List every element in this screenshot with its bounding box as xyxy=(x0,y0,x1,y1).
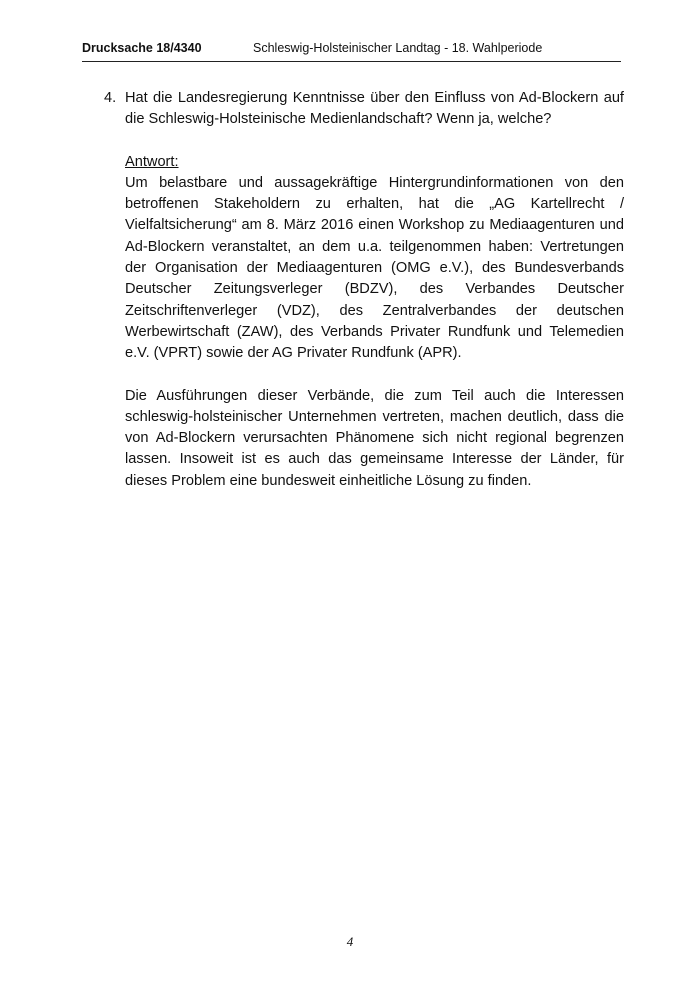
parliament-title: Schleswig-Holsteinischer Landtag - 18. Wahlperiode xyxy=(253,41,543,55)
question-block xyxy=(104,88,624,131)
page-header xyxy=(82,41,621,62)
page-number: 4 xyxy=(346,934,354,949)
question-number: 4. xyxy=(104,90,117,106)
document-number: Drucksache 18/4340 xyxy=(82,41,202,55)
answer-block xyxy=(104,152,624,492)
answer-paragraph: Die Ausführungen dieser Verbände, die zum Teil auch die Interessen schleswig-holsteinischer Unternehmen vertreten, machen deutlich, dass die von Ad-Blockern verursachten Phänomene sich nicht regional begrenzen lassen. Insoweit ist es auch das gemeinsame Interesse der Länder, für dieses Problem eine bundesweit einheitliche Lösung zu finden. xyxy=(125,387,624,489)
question-text: Hat die Landesregierung Kenntnisse über den Einfluss von Ad-Blockern auf die Schleswig-Holsteinische Medienlandschaft? Wenn ja, welche? xyxy=(125,90,624,128)
document-body xyxy=(104,88,624,492)
answer-paragraph: Um belastbare und aussagekräftige Hintergrundinformationen von den betroffenen Stakeholdern zu erhalten, hat die „AG Kartellrecht / Vielfaltsicherung“ am 8. März 2016 einen Workshop zu Mediaagenturen und Ad-Blockern veranstaltet, an dem u.a. teilgenommen haben: Vertretungen der Organisation der Mediaagenturen (OMG e.V.), des Bundesverbands Deutscher Zeitungsverleger (BDZV), des Verbandes Deutscher Zeitschriftenverleger (VDZ), des Zentralverbandes der deutschen Werbewirtschaft (ZAW), des Verbands Privater Rundfunk und Telemedien e.V. (VPRT) sowie der AG Privater Rundfunk (APR). xyxy=(125,174,624,362)
answer-label: Antwort: xyxy=(125,153,179,170)
